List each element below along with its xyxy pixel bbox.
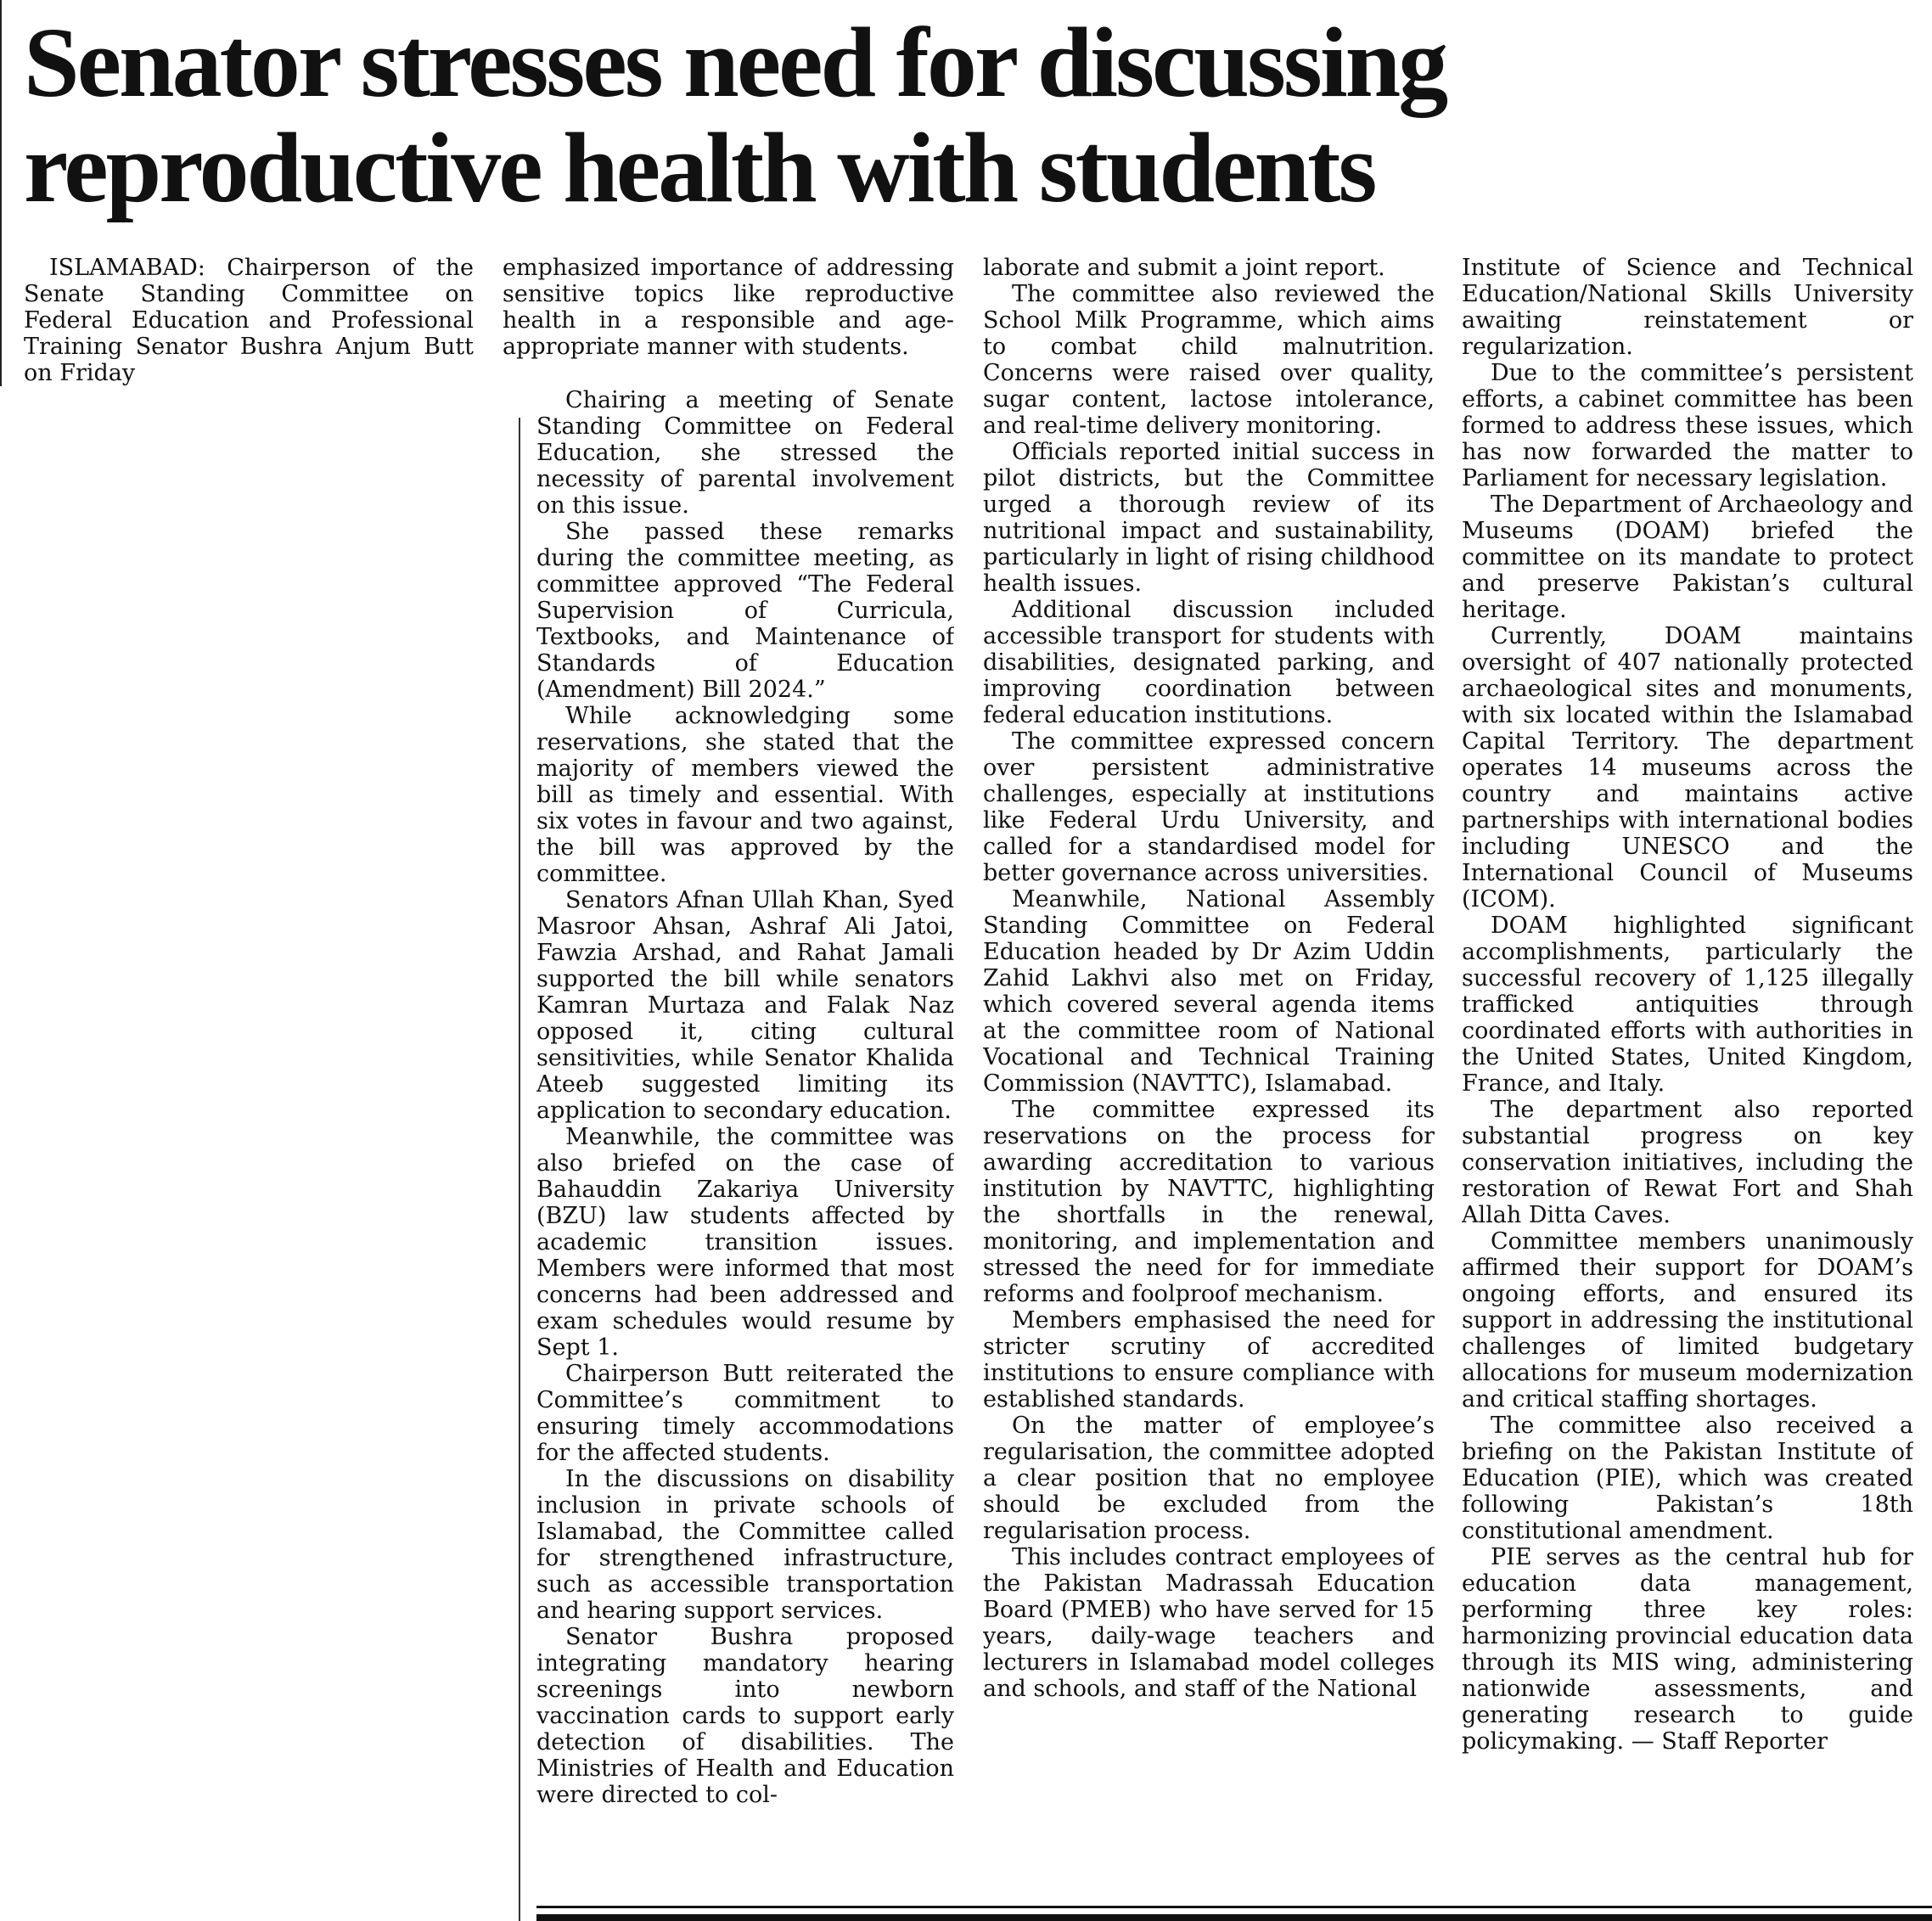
paragraph: While acknowledging some reservations, she stated that the majority of members viewed the bill as timely and essential. With six votes in favour and two against, the bill was approved by the committee. — [536, 703, 954, 887]
paragraph: On the matter of employee’s regularisation, the committee adopted a clear position that no employee should be excluded from the regularisation process. — [983, 1413, 1435, 1544]
paragraph: DOAM highlighted significant accomplishments, particularly the successful recovery of 1,125 illegally trafficked antiquities through coordinated efforts with authorities in the United States, United Kingdom, France, and Italy. — [1462, 913, 1913, 1097]
article-column-3 — [983, 255, 1435, 1901]
paragraph: Officials reported initial success in pilot districts, but the Committee urged a thorough review of its nutritional impact and sustainability, particularly in light of rising childhood health issues. — [983, 439, 1435, 597]
paragraph: The Department of Archaeology and Museums (DOAM) briefed the committee on its mandate to protect and preserve Pakistan’s cultural heritage. — [1462, 491, 1913, 623]
paragraph: Meanwhile, the committee was also briefed on the case of Bahauddin Zakariya University (BZU) law students affected by academic transition issues. Members were informed that most concerns had been addressed and exam schedules would resume by Sept 1. — [536, 1124, 954, 1361]
paragraph: PIE serves as the central hub for education data management, performing three key roles: harmonizing provincial education data through its MIS wing, administering nationwide assessments, and generating research to guide policymaking. — Staff Reporter — [1462, 1544, 1913, 1755]
article-column-2-top — [503, 255, 954, 390]
article-column-1 — [24, 255, 474, 390]
paragraph: The committee also received a briefing on the Pakistan Institute of Education (PIE), which was created following Pakistan’s 18th constitutional amendment. — [1462, 1413, 1913, 1544]
paragraph: Additional discussion included accessible transport for students with disabilities, designated parking, and improving coordination between federal education institutions. — [983, 597, 1435, 728]
paragraph: Chairperson Butt reiterated the Committee’s commitment to ensuring timely accommodations for the affected students. — [536, 1361, 954, 1466]
bottom-thick-rule — [536, 1914, 1932, 1921]
article-column-4 — [1462, 255, 1913, 1901]
paragraph: She passed these remarks during the committee meeting, as committee approved “The Federal Supervision of Curricula, Textbooks, and Maintenance of Standards of Education (Amendment) Bill 2024.” — [536, 519, 954, 703]
paragraph: Currently, DOAM maintains oversight of 407 nationally protected archaeological sites and monuments, with six located within the Islamabad Capital Territory. The department operates 14 museums across the country and maintains active partnerships with international bodies including UNESCO and the International Council of Museums (ICOM). — [1462, 623, 1913, 913]
column-divider-rule — [519, 418, 520, 1921]
paragraph: emphasized importance of addressing sensitive topics like reproductive health in a responsible and age-appropriate manner with students. — [503, 255, 954, 360]
paragraph: The committee expressed concern over persistent administrative challenges, especially at institutions like Federal Urdu University, and called for a standardised model for better governance across universities. — [983, 728, 1435, 886]
paragraph: Meanwhile, National Assembly Standing Committee on Federal Education headed by Dr Azim Uddin Zahid Lakhvi also met on Friday, which covered several agenda items at the committee room of National Vocational and Technical Training Commission (NAVTTC), Islamabad. — [983, 886, 1435, 1097]
left-column-rule — [0, 0, 2, 386]
paragraph: This includes contract employees of the Pakistan Madrassah Education Board (PMEB) who have served for 15 years, daily-wage teachers and lecturers in Islamabad model colleges and schools, and staff of the National — [983, 1544, 1435, 1702]
paragraph: The department also reported substantial progress on key conservation initiatives, including the restoration of Rewat Fort and Shah Allah Ditta Caves. — [1462, 1097, 1913, 1228]
paragraph: ISLAMABAD: Chairperson of the Senate Standing Committee on Federal Education and Professional Training Senator Bushra Anjum Butt on Friday — [24, 255, 474, 386]
article-column-2 — [536, 387, 954, 1898]
paragraph: Due to the committee’s persistent efforts, a cabinet committee has been formed to address these issues, which has now forwarded the matter to Parliament for necessary legislation. — [1462, 360, 1913, 491]
paragraph: In the discussions on disability inclusion in private schools of Islamabad, the Committee called for strengthened infrastructure, such as accessible transportation and hearing support services. — [536, 1466, 954, 1624]
article-headline: Senator stresses need for discussing reproductive health with students — [24, 7, 1446, 223]
paragraph: The committee also reviewed the School Milk Programme, which aims to combat child malnutrition. Concerns were raised over quality, sugar content, lactose intolerance, and real-time delivery monitoring. — [983, 281, 1435, 439]
paragraph: Senators Afnan Ullah Khan, Syed Masroor Ahsan, Ashraf Ali Jatoi, Fawzia Arshad, and Rahat Jamali supported the bill while senators Kamran Murtaza and Falak Naz opposed it, citing cultural sensitivities, while Senator Khalida Ateeb suggested limiting its application to secondary education. — [536, 887, 954, 1124]
paragraph: Members emphasised the need for stricter scrutiny of accredited institutions to ensure compliance with established standards. — [983, 1307, 1435, 1413]
paragraph: Committee members unanimously affirmed their support for DOAM’s ongoing efforts, and ensured its support in addressing the institutional challenges of limited budgetary allocations for museum modernization and critical staffing shortages. — [1462, 1228, 1913, 1413]
paragraph: Institute of Science and Technical Education/National Skills University awaiting reinstatement or regularization. — [1462, 255, 1913, 360]
bottom-thin-rule — [536, 1906, 1932, 1908]
paragraph: laborate and submit a joint report. — [983, 255, 1385, 281]
paragraph: Chairing a meeting of Senate Standing Committee on Federal Education, she stressed the necessity of parental involvement on this issue. — [536, 387, 954, 519]
paragraph: The committee expressed its reservations on the process for awarding accreditation to various institution by NAVTTC, highlighting the shortfalls in the renewal, monitoring, and implementation and stressed the need for for immediate reforms and foolproof mechanism. — [983, 1097, 1435, 1307]
paragraph: Senator Bushra proposed integrating mandatory hearing screenings into newborn vaccination cards to support early detection of disabilities. The Ministries of Health and Education were directed to col- — [536, 1624, 954, 1808]
